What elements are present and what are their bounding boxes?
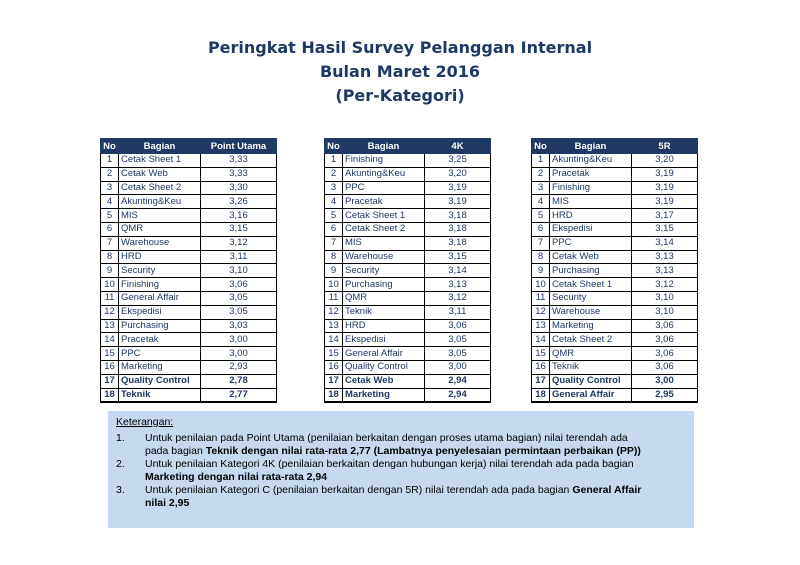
score-value: 3,15: [425, 250, 491, 264]
score-value: 3,13: [632, 264, 698, 278]
rank-number: 17: [101, 374, 119, 388]
department-name: Cetak Sheet 1: [119, 154, 201, 168]
score-value: 3,15: [201, 222, 277, 236]
department-name: QMR: [550, 347, 632, 361]
department-name: PPC: [550, 236, 632, 250]
rank-number: 5: [532, 209, 550, 223]
rank-number: 17: [325, 374, 343, 388]
table-row: [101, 278, 277, 292]
rank-number: 11: [325, 291, 343, 305]
department-name: Quality Control: [119, 374, 201, 388]
rank-number: 18: [325, 388, 343, 402]
department-name: Warehouse: [119, 236, 201, 250]
score-value: 3,19: [425, 181, 491, 195]
page-subtitle-month: Bulan Maret 2016: [319, 62, 481, 81]
department-name: Security: [343, 264, 425, 278]
rank-number: 9: [325, 264, 343, 278]
ranking-table-4k: [324, 138, 491, 403]
score-value: 2,93: [201, 360, 277, 374]
rank-number: 4: [532, 195, 550, 209]
rank-number: 6: [532, 222, 550, 236]
notes-heading: Keterangan:: [116, 416, 174, 428]
table-row: [532, 333, 698, 347]
rank-number: 16: [325, 360, 343, 374]
department-name: Purchasing: [343, 278, 425, 292]
score-value: 3,12: [632, 278, 698, 292]
score-value: 3,12: [425, 291, 491, 305]
score-value: 3,18: [425, 222, 491, 236]
score-value: 2,95: [632, 388, 698, 402]
ranking-table-5r: [531, 138, 698, 403]
ranking-table-point-utama: [100, 138, 277, 403]
rank-number: 18: [101, 388, 119, 402]
table-row: [101, 347, 277, 361]
rank-number: 12: [101, 305, 119, 319]
department-name: HRD: [550, 209, 632, 223]
rank-number: 2: [325, 167, 343, 181]
department-name: QMR: [119, 222, 201, 236]
rank-number: 2: [101, 167, 119, 181]
department-name: Ekspedisi: [550, 222, 632, 236]
score-value: 3,18: [425, 236, 491, 250]
table-row: [325, 291, 491, 305]
rank-number: 3: [532, 181, 550, 195]
table-row: [325, 209, 491, 223]
department-name: Warehouse: [550, 305, 632, 319]
rank-number: 13: [325, 319, 343, 333]
score-value: 3,14: [425, 264, 491, 278]
rank-number: 15: [532, 347, 550, 361]
rank-number: 13: [101, 319, 119, 333]
rank-number: 10: [101, 278, 119, 292]
department-name: HRD: [119, 250, 201, 264]
rank-number: 3: [325, 181, 343, 195]
table-row: [532, 264, 698, 278]
rank-number: 14: [532, 333, 550, 347]
rank-number: 8: [101, 250, 119, 264]
note-number: 1.: [116, 432, 125, 444]
score-value: 3,26: [201, 195, 277, 209]
col-header-bagian: Bagian: [343, 139, 425, 154]
score-value: 3,05: [425, 347, 491, 361]
department-name: Purchasing: [119, 319, 201, 333]
rank-number: 17: [532, 374, 550, 388]
table-row: [101, 250, 277, 264]
col-header-bagian: Bagian: [550, 139, 632, 154]
department-name: MIS: [119, 209, 201, 223]
rank-number: 8: [325, 250, 343, 264]
table-row: [101, 305, 277, 319]
rank-number: 7: [101, 236, 119, 250]
department-name: Teknik: [343, 305, 425, 319]
score-value: 3,06: [201, 278, 277, 292]
score-value: 3,06: [632, 333, 698, 347]
table-row: [325, 360, 491, 374]
table-row: [325, 250, 491, 264]
rank-number: 18: [532, 388, 550, 402]
note-number: 2.: [116, 458, 125, 470]
rank-number: 6: [325, 222, 343, 236]
department-name: QMR: [343, 291, 425, 305]
score-value: 3,10: [632, 291, 698, 305]
score-value: 3,11: [201, 250, 277, 264]
table-row: [325, 181, 491, 195]
table-row: [532, 360, 698, 374]
score-value: 3,06: [632, 347, 698, 361]
score-value: 3,30: [201, 181, 277, 195]
rank-number: 1: [325, 154, 343, 168]
col-header-no: No: [532, 139, 550, 154]
department-name: PPC: [119, 347, 201, 361]
rank-number: 1: [532, 154, 550, 168]
department-name: Security: [119, 264, 201, 278]
score-value: 3,10: [632, 305, 698, 319]
score-value: 3,19: [632, 167, 698, 181]
rank-number: 13: [532, 319, 550, 333]
score-value: 3,13: [632, 250, 698, 264]
score-value: 3,14: [632, 236, 698, 250]
department-name: Teknik: [119, 388, 201, 402]
table-row: [101, 167, 277, 181]
department-name: MIS: [343, 236, 425, 250]
table-row: [101, 333, 277, 347]
notes-box: [108, 411, 694, 528]
col-header-score: Point Utama: [201, 139, 277, 154]
table-row: [101, 291, 277, 305]
department-name: Marketing: [119, 360, 201, 374]
department-name: Cetak Sheet 2: [119, 181, 201, 195]
department-name: Cetak Sheet 2: [343, 222, 425, 236]
department-name: Purchasing: [550, 264, 632, 278]
table-row: [101, 154, 277, 168]
note-line: [145, 497, 685, 510]
rank-number: 12: [325, 305, 343, 319]
department-name: Cetak Web: [343, 374, 425, 388]
table-row: [532, 305, 698, 319]
table-row: [532, 374, 698, 388]
note-text-bold: Teknik dengan nilai rata-rata 2,77 (Lambatnya penyelesaian permintaan perbaikan (PP)): [205, 445, 641, 457]
department-name: Cetak Web: [550, 250, 632, 264]
score-value: 3,33: [201, 167, 277, 181]
department-name: General Affair: [119, 291, 201, 305]
department-name: General Affair: [343, 347, 425, 361]
score-value: 3,17: [632, 209, 698, 223]
table-row: [325, 333, 491, 347]
department-name: General Affair: [550, 388, 632, 402]
score-value: 3,12: [201, 236, 277, 250]
note-line: Untuk penilaian pada Point Utama (penilaian berkaitan dengan proses utama bagian) nilai terendah ada: [145, 432, 628, 444]
department-name: Cetak Web: [119, 167, 201, 181]
table-row: [325, 167, 491, 181]
department-name: Cetak Sheet 1: [550, 278, 632, 292]
department-name: PPC: [343, 181, 425, 195]
rank-number: 6: [101, 222, 119, 236]
score-value: 2,77: [201, 388, 277, 402]
score-value: 3,00: [201, 347, 277, 361]
table-row: [325, 374, 491, 388]
department-name: Akunting&Keu: [343, 167, 425, 181]
rank-number: 10: [325, 278, 343, 292]
department-name: Finishing: [343, 154, 425, 168]
note-text: [145, 484, 685, 510]
score-value: 3,13: [425, 278, 491, 292]
department-name: Ekspedisi: [343, 333, 425, 347]
department-name: Teknik: [550, 360, 632, 374]
table-row: [532, 222, 698, 236]
table-row: [532, 154, 698, 168]
department-name: HRD: [343, 319, 425, 333]
score-value: 3,19: [425, 195, 491, 209]
score-value: 3,10: [201, 264, 277, 278]
department-name: Quality Control: [343, 360, 425, 374]
score-value: 3,05: [425, 333, 491, 347]
department-name: Finishing: [550, 181, 632, 195]
department-name: Pracetak: [119, 333, 201, 347]
col-header-score: 5R: [632, 139, 698, 154]
table-row: [532, 236, 698, 250]
table-row: [325, 264, 491, 278]
rank-number: 15: [325, 347, 343, 361]
table-row: [532, 347, 698, 361]
department-name: Pracetak: [343, 195, 425, 209]
rank-number: 12: [532, 305, 550, 319]
table-row: [325, 388, 491, 402]
rank-number: 11: [532, 291, 550, 305]
table-row: [325, 222, 491, 236]
score-value: 3,05: [201, 305, 277, 319]
score-value: 3,03: [201, 319, 277, 333]
rank-number: 16: [532, 360, 550, 374]
table-row: [325, 154, 491, 168]
table-row: [325, 195, 491, 209]
table-row: [532, 319, 698, 333]
table-row: [532, 209, 698, 223]
table-row: [101, 222, 277, 236]
score-value: 3,06: [632, 319, 698, 333]
table-row: [532, 291, 698, 305]
table-row: [532, 250, 698, 264]
department-name: Akunting&Keu: [119, 195, 201, 209]
score-value: 2,94: [425, 374, 491, 388]
department-name: MIS: [550, 195, 632, 209]
table-row: [532, 195, 698, 209]
rank-number: 7: [532, 236, 550, 250]
note-text-bold: General Affair: [572, 484, 642, 496]
rank-number: 14: [101, 333, 119, 347]
rank-number: 10: [532, 278, 550, 292]
table-row: [101, 319, 277, 333]
page-title: Peringkat Hasil Survey Pelanggan Internal: [207, 38, 593, 57]
rank-number: 15: [101, 347, 119, 361]
table-row: [532, 181, 698, 195]
note-line: [145, 445, 685, 458]
table-row: [101, 236, 277, 250]
department-name: Security: [550, 291, 632, 305]
table-row: [325, 347, 491, 361]
department-name: Finishing: [119, 278, 201, 292]
score-value: 3,18: [425, 209, 491, 223]
table-row: [532, 388, 698, 402]
score-value: 3,19: [632, 195, 698, 209]
score-value: 3,06: [425, 319, 491, 333]
table-row: [532, 167, 698, 181]
department-name: Quality Control: [550, 374, 632, 388]
score-value: 3,20: [425, 167, 491, 181]
score-value: 3,00: [425, 360, 491, 374]
note-line: [145, 484, 685, 497]
table-row: [101, 388, 277, 402]
note-text-bold: nilai 2,95: [145, 497, 190, 509]
score-value: 3,06: [632, 360, 698, 374]
score-value: 3,16: [201, 209, 277, 223]
col-header-score: 4K: [425, 139, 491, 154]
department-name: Marketing: [550, 319, 632, 333]
department-name: Marketing: [343, 388, 425, 402]
score-value: 3,33: [201, 154, 277, 168]
table-row: [101, 374, 277, 388]
page-title-block: [0, 36, 800, 108]
table-row: [325, 236, 491, 250]
rank-number: 16: [101, 360, 119, 374]
rank-number: 4: [325, 195, 343, 209]
rank-number: 8: [532, 250, 550, 264]
rank-number: 7: [325, 236, 343, 250]
table-row: [101, 181, 277, 195]
note-number: 3.: [116, 484, 125, 496]
rank-number: 5: [101, 209, 119, 223]
rank-number: 9: [532, 264, 550, 278]
department-name: Akunting&Keu: [550, 154, 632, 168]
department-name: Warehouse: [343, 250, 425, 264]
score-value: 3,00: [201, 333, 277, 347]
score-value: 3,20: [632, 154, 698, 168]
rank-number: 14: [325, 333, 343, 347]
table-row: [101, 209, 277, 223]
table-row: [101, 360, 277, 374]
table-row: [325, 278, 491, 292]
note-line: [145, 471, 685, 484]
score-value: 2,78: [201, 374, 277, 388]
page-subtitle-category: (Per-Kategori): [335, 86, 465, 105]
rank-number: 3: [101, 181, 119, 195]
department-name: Ekspedisi: [119, 305, 201, 319]
score-value: 3,00: [632, 374, 698, 388]
rank-number: 11: [101, 291, 119, 305]
note-text: [145, 432, 685, 458]
table-row: [325, 319, 491, 333]
score-value: 3,11: [425, 305, 491, 319]
rank-number: 1: [101, 154, 119, 168]
rank-number: 9: [101, 264, 119, 278]
department-name: Cetak Sheet 1: [343, 209, 425, 223]
note-text-plain: Untuk penilaian Kategori C (penilaian berkaitan dengan 5R) nilai terendah ada pada bagian: [145, 484, 573, 496]
score-value: 3,05: [201, 291, 277, 305]
table-row: [325, 305, 491, 319]
col-header-bagian: Bagian: [119, 139, 201, 154]
note-text: [145, 458, 685, 484]
col-header-no: No: [101, 139, 119, 154]
note-text-plain: pada bagian: [145, 445, 206, 457]
department-name: Cetak Sheet 2: [550, 333, 632, 347]
rank-number: 2: [532, 167, 550, 181]
note-text-bold: Marketing dengan nilai rata-rata 2,94: [145, 471, 328, 483]
table-row: [101, 264, 277, 278]
rank-number: 4: [101, 195, 119, 209]
table-row: [101, 195, 277, 209]
score-value: 3,25: [425, 154, 491, 168]
score-value: 3,15: [632, 222, 698, 236]
score-value: 3,19: [632, 181, 698, 195]
table-row: [532, 278, 698, 292]
col-header-no: No: [325, 139, 343, 154]
department-name: Pracetak: [550, 167, 632, 181]
score-value: 2,94: [425, 388, 491, 402]
rank-number: 5: [325, 209, 343, 223]
note-line: Untuk penilaian Kategori 4K (penilaian berkaitan dengan hubungan kerja) nilai terendah ada pada bagian: [145, 458, 634, 470]
